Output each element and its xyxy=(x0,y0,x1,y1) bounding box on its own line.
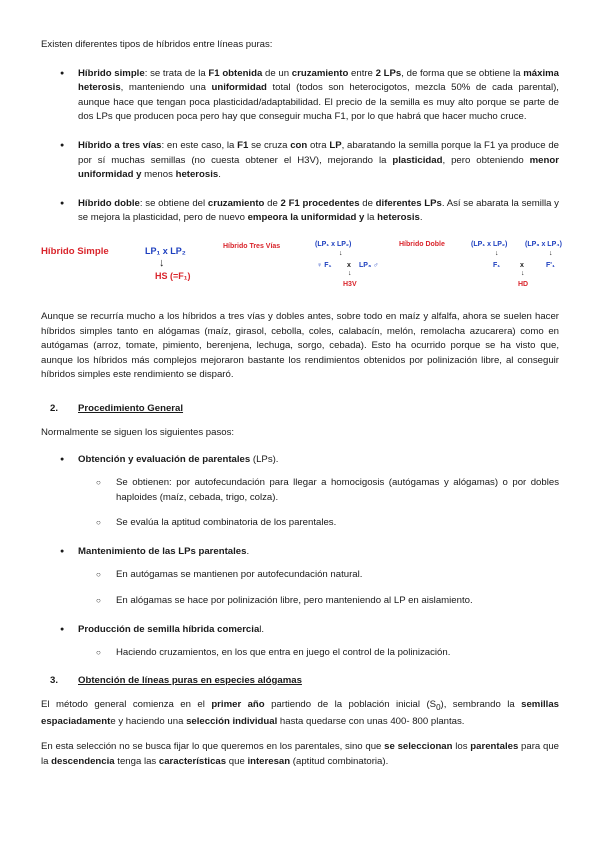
section-3-paragraph-1: El método general comienza en el primer año partiendo de la población inicial $(S_0)$, sembrando la semillas espaciadamente y haciendo una selección individual hasta quedarse con unas 400- 800 plantas. xyxy=(41,698,560,728)
doble-diagram-title: Híbrido Doble xyxy=(399,240,445,248)
section-2-intro: Normalmente se siguen los siguientes pasos: xyxy=(41,426,235,438)
doble-result: HD xyxy=(518,280,529,288)
intro-text: Existen diferentes tipos de híbridos entre líneas puras: xyxy=(41,39,273,50)
arrow-down-icon: ↓ xyxy=(339,249,343,257)
paragraph-aunque: Aunque se recurría mucho a los híbridos a tres vías y dobles antes, sobre todo en maíz y alfalfa, ahora se suelen hacer híbridos simples tanto en alógamas (maíz, girasol, cebolla, coles, calabacín, melón, remolacha azucarera) como en autógamas (arroz, tomate, pimiento, berenjena, lechuga, sorgo, cebada). Esto ha ocurrido porque se ha visto que, aunque los híbridos más complejos mejoraron bastante los rendimientos obtenidos por polinización libre, al conseguir híbridos simples este rendimiento se disparó. xyxy=(41,310,559,381)
arrow-down-icon: ↓ xyxy=(348,269,352,277)
simple-diagram-title: Híbrido Simple xyxy=(41,245,109,257)
simple-result: HS (=F₁) xyxy=(155,270,191,281)
doble-cross-1: (LP₁ x LP₂) xyxy=(471,240,508,248)
section-3-paragraph-2: En esta selección no se busca fijar lo que queremos en los parentales, sino que se seleccionan los parentales para que la descendencia tenga las características que interesan (aptitud combinatoria). xyxy=(41,740,560,767)
tres-result: H3V xyxy=(343,280,357,288)
substep-item: ○ Haciendo cruzamientos, en los que entra en juego el control de la polinización. xyxy=(78,646,559,661)
step-substeps xyxy=(78,646,559,661)
step-item: ● Producción de semilla híbrida comercial. ○ Haciendo cruzamientos, en los que entra en juego el control de la polinización. xyxy=(41,623,559,661)
step-substeps xyxy=(78,568,559,608)
arrow-down-icon: ↓ xyxy=(495,249,499,257)
doble-f1-prime: F'₁ xyxy=(546,261,555,269)
hybrid-doble-item: ● Híbrido doble: se obtiene del cruzamiento de 2 F1 procedentes de diferentes LPs. Así se abarata la semilla y se mejora la plasticidad, pero de nuevo empeora la uniformidad y la heterosis. xyxy=(41,197,559,226)
arrow-down-icon: ↓ xyxy=(549,249,553,257)
section-3-heading: 3. Obtención de líneas puras en especies alógamas xyxy=(50,674,302,686)
tres-f1: ♀ F₁ xyxy=(317,261,332,269)
substep-item: ○ En autógamas se mantienen por autofecundación natural. xyxy=(78,568,559,583)
hybrid-tres-vias-item: ● Híbrido a tres vías: en este caso, la F1 se cruza con otra LP, abaratando la semilla porque la F1 ya produce de por sí muchas semillas (no cuesta obtener el H3V), mejorando la plasticidad, pero obteniendo menor uniformidad y menos heterosis. xyxy=(41,139,559,183)
tres-lp3: LP₃ ♂ xyxy=(359,261,379,269)
step-item: ● Obtención y evaluación de parentales (LPs). ○ Se obtienen: por autofecundación para llegar a homocigosis (autógamas y alógamas) o por dobles haploides (maíz, cebada, trigo, colza). ○ Se evalúa la aptitud combinatoria de los parentales. xyxy=(41,453,559,531)
hybrid-simple-item: ● Híbrido simple: se trata de la F1 obtenida de un cruzamiento entre 2 LPs, de forma que se obtiene la máxima heterosis, manteniendo una uniformidad total (todos son heterocigotos, mezcla 50% de cada parental), aunque hace que tengan poca plasticidad/adaptabilidad. El precio de la semilla es muy alto porque se parte de dos LPs que producen poca pero hay que conseguir mucha F1, por lo que habrá que hacer mucho cruce. xyxy=(41,67,559,125)
substep-item: ○ En alógamas se hace por polinización libre, pero manteniendo al LP en aislamiento. xyxy=(78,594,559,609)
tres-diagram-title: Híbrido Tres Vías xyxy=(223,242,281,250)
doble-f1: F₁ xyxy=(493,261,501,269)
document-page xyxy=(41,38,562,769)
arrow-down-icon: ↓ xyxy=(159,256,165,269)
section-2-heading: 2. Procedimiento General xyxy=(50,402,184,414)
doble-x: x xyxy=(520,261,524,269)
simple-cross: LP₁ x LP₂ xyxy=(145,245,186,256)
tres-cross: (LP₁ x LP₂) xyxy=(315,240,352,248)
hybrid-types-list xyxy=(41,67,559,226)
steps-list xyxy=(41,453,559,661)
step-item: ● Mantenimiento de las LPs parentales. ○ En autógamas se mantienen por autofecundación natural. ○ En alógamas se hace por polinización libre, pero manteniendo al LP en aislamiento. xyxy=(41,545,559,609)
substep-item: ○ Se evalúa la aptitud combinatoria de los parentales. xyxy=(78,516,559,531)
step-substeps xyxy=(78,476,559,531)
doble-cross-2: (LP₃ x LP₄) xyxy=(525,240,562,248)
hybrid-diagram xyxy=(41,240,562,300)
tres-x: x xyxy=(347,261,351,269)
arrow-down-icon: ↓ xyxy=(521,269,525,277)
substep-item: ○ Se obtienen: por autofecundación para llegar a homocigosis (autógamas y alógamas) o por dobles haploides (maíz, cebada, trigo, colza). xyxy=(78,476,559,505)
